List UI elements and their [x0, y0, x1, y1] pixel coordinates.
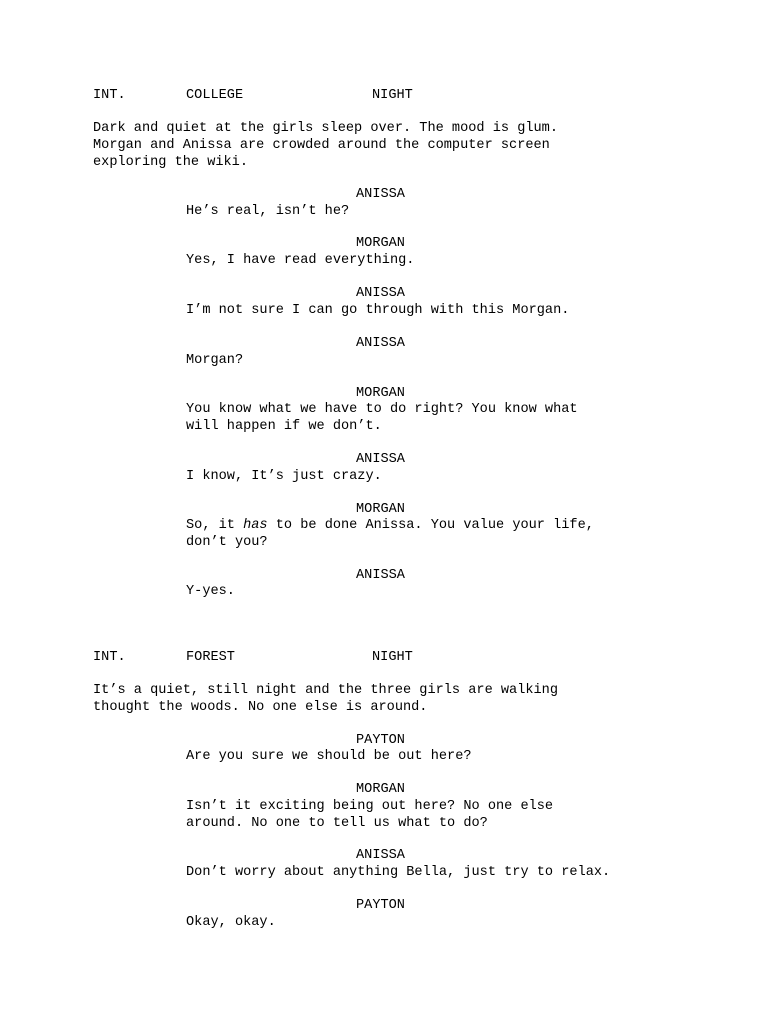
dialogue-line: don’t you?: [186, 535, 268, 550]
character-name: MORGAN: [356, 236, 405, 251]
dialogue-line: He’s real, isn’t he?: [186, 204, 350, 219]
scene-heading-location: COLLEGE: [186, 88, 244, 103]
character-name: ANISSA: [356, 187, 405, 202]
character-name: ANISSA: [356, 452, 405, 467]
character-name: MORGAN: [356, 386, 405, 401]
action-line: Dark and quiet at the girls sleep over. The mood is glum.: [93, 121, 558, 136]
dialogue-text: to be done Anissa. You value your life,: [267, 518, 594, 533]
character-name: MORGAN: [356, 502, 405, 517]
character-name: MORGAN: [356, 782, 405, 797]
character-name: ANISSA: [356, 568, 405, 583]
dialogue-line: Morgan?: [186, 353, 244, 368]
dialogue-line: Are you sure we should be out here?: [186, 749, 472, 764]
scene-heading-int: INT.: [93, 650, 126, 665]
action-line: Morgan and Anissa are crowded around the computer screen: [93, 138, 550, 153]
scene-heading-int: INT.: [93, 88, 126, 103]
dialogue-line: around. No one to tell us what to do?: [186, 816, 488, 831]
character-name: ANISSA: [356, 848, 405, 863]
scene-heading-location: FOREST: [186, 650, 235, 665]
scene-heading-time: NIGHT: [372, 88, 413, 103]
dialogue-line: You know what we have to do right? You know what: [186, 402, 578, 417]
dialogue-line: I know, It’s just crazy.: [186, 469, 382, 484]
character-name: ANISSA: [356, 286, 405, 301]
dialogue-line: Don’t worry about anything Bella, just try to relax.: [186, 865, 611, 880]
dialogue-line: I’m not sure I can go through with this Morgan.: [186, 303, 570, 318]
emphasis-text: has: [243, 518, 268, 533]
dialogue-line: Y-yes.: [186, 584, 235, 599]
action-line: exploring the wiki.: [93, 155, 248, 170]
dialogue-line: will happen if we don’t.: [186, 419, 382, 434]
scene-heading-time: NIGHT: [372, 650, 413, 665]
character-name: PAYTON: [356, 898, 405, 913]
character-name: ANISSA: [356, 336, 405, 351]
dialogue-line: [186, 518, 594, 534]
dialogue-line: Okay, okay.: [186, 915, 276, 930]
dialogue-line: Yes, I have read everything.: [186, 253, 415, 268]
action-line: thought the woods. No one else is around.: [93, 700, 428, 715]
character-name: PAYTON: [356, 733, 405, 748]
action-line: It’s a quiet, still night and the three girls are walking: [93, 683, 558, 698]
dialogue-line: Isn’t it exciting being out here? No one else: [186, 799, 554, 814]
dialogue-text: So, it: [186, 518, 244, 533]
